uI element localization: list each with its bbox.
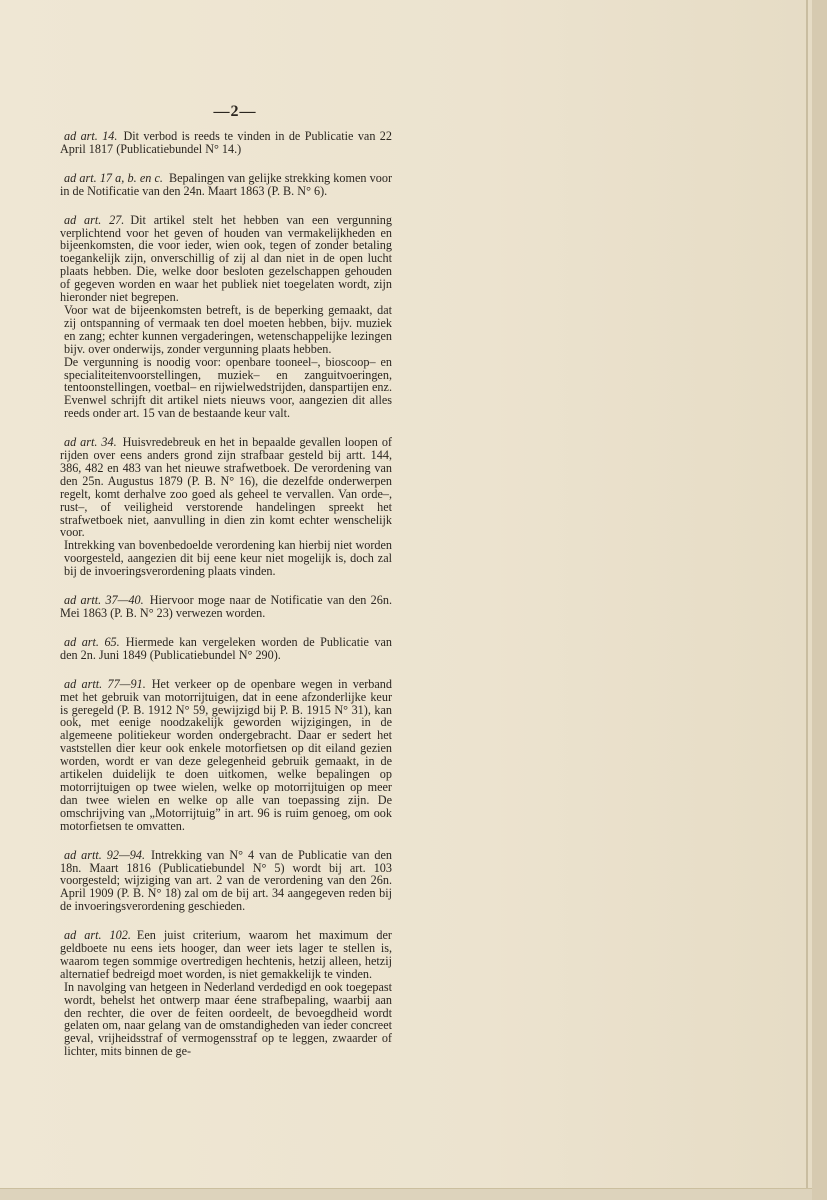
paragraph-text: In navolging van hetgeen in Nederland verdedigd en ook toegepast wordt, behelst het ontwerp maar éene strafbepaling, waarbij aan den rechter, die over de feiten oordeelt, de bevoegdheid wordt gelaten om, naar gelang van de omstandigheden van ieder concreet geval, vrijheidsstraf of vermogensstraf op te leggen, zwaarder of lichter, mits binnen de ge- xyxy=(64,979,392,1059)
paragraph-text: Dit verbod is reeds te vinden in de Publicatie van 22 April 1817 (Publicatiebundel N° 14.) xyxy=(60,129,392,156)
paragraph xyxy=(60,539,392,578)
paragraph xyxy=(60,304,392,356)
section xyxy=(60,678,392,833)
paragraph-text: Hiervoor moge naar de Notificatie van den 26n. Mei 1863 (P. B. N° 23) verwezen worden. xyxy=(60,593,392,620)
section xyxy=(60,594,392,620)
paragraph xyxy=(60,849,392,914)
page-edge xyxy=(812,0,827,1200)
section xyxy=(60,436,392,578)
paragraph xyxy=(60,636,392,662)
article-reference: ad art. 34. xyxy=(64,435,117,450)
article-reference: ad art. 14. xyxy=(64,129,118,143)
article-reference: ad art. 65. xyxy=(64,634,120,649)
paragraph-text: Dit artikel stelt het hebben van een vergunning verplichtend voor het geven of houden van vermakelijkheden en bijeenkomsten, die voor ieder, wien ook, tegen of zonder betaling toegankelijk zijn, onverschillig of zij al dan niet in de open lucht plaats hebben. Die, welke door besloten gezelschappen gehouden of gegeven worden en waar het publiek niet toegelaten wordt, zijn hieronder niet begrepen. xyxy=(60,212,392,305)
article-reference: ad artt. 37—40. xyxy=(64,593,144,608)
section xyxy=(60,214,392,421)
paragraph-text: Voor wat de bijeenkomsten betreft, is de beperking gemaakt, dat zij ontspanning of vermaak ten doel moeten hebben, bijv. muziek en zang; echter kunnen vergaderingen, wetenschappelijke lezingen bijv. over onderwijs, zonder vergunning plaats hebben. xyxy=(64,302,392,356)
section xyxy=(60,636,392,662)
paragraph xyxy=(60,981,392,1058)
paragraph xyxy=(60,929,392,981)
paragraph-text: De vergunning is noodig voor: openbare tooneel–, bioscoop– en specialiteitenvoorstellingen, muziek– en zanguitvoeringen, tentoonstellingen, voetbal– en rijwielwedstrijden, danspartijen enz. Evenwel schrijft dit artikel niets nieuws voor, aangezien dit alles reeds onder art. 15 van de bestaande keur valt. xyxy=(64,354,392,421)
page-fold xyxy=(806,0,808,1188)
document-body xyxy=(60,130,392,1074)
paragraph-text: Een juist criterium, waarom het maximum der geldboete nu eens iets hooger, dan weer iets lager te stellen is, waarom tegen sommige overtredigen hechtenis, hetzij alleen, hetzij alternatief bedreigd moet worden, is niet gemakkelijk te vinden. xyxy=(60,928,392,981)
article-reference: ad art. 27. xyxy=(64,212,125,227)
paragraph-text: Intrekking van bovenbedoelde verordening kan hierbij niet worden voorgesteld, aangezien dit bij eene keur niet mogelijk is, doch zal bij de invoeringsverordening plaats vinden. xyxy=(64,538,392,579)
section xyxy=(60,130,392,156)
paragraph-text: Het verkeer op de openbare wegen in verband met het gebruik van motorrijtuigen, dat in eene afzonderlijke keur is geregeld (P. B. 1912 N° 59, gewijzigd bij P. B. 1915 N° 31), kan ook, met eenige noodzakelijk geworden wijzigingen, in de algemeene politiekeur worden ondergebracht. Daar er sedert het vaststellen dier keur ook enkele motorfietsen op dit eiland gezien worden, wordt er van deze gelegenheid gebruik gemaakt, in de artikelen duidelijk te doen uitkomen, welke bepalingen op motorrijtuigen op twee wielen, welke op motorrijtuigen op meer dan twee wielen en welke op alle van toepassing zijn. De omschrijving van „Motorrijtuig” in art. 96 is ruim genoeg, om ook motorfietsen te omvatten. xyxy=(60,676,392,833)
paragraph-text: Hiermede kan vergeleken worden de Publicatie van den 2n. Juni 1849 (Publicatiebundel N° 290). xyxy=(60,634,392,662)
paragraph-text: Huisvredebreuk en het in bepaalde gevallen loopen of rijden over eens anders grond zijn strafbaar gesteld bij artt. 144, 386, 482 en 483 van het nieuwe strafwetboek. De verordening van den 25n. Augustus 1879 (P. B. N° 16), die dezelfde onderwerpen regelt, komt derhalve zoo goed als geheel te vervallen. Van orde–, rust–, of veiligheid verstorende handelingen spreekt het strafwetboek niet, aanvulling in dien zin komt echter wenschelijk voor. xyxy=(60,435,392,540)
article-reference: ad artt. 77—91. xyxy=(64,676,146,691)
section xyxy=(60,929,392,1058)
article-reference: ad art. 102. xyxy=(64,928,131,943)
section xyxy=(60,172,392,198)
paragraph xyxy=(60,594,392,620)
paragraph xyxy=(60,356,392,421)
paragraph xyxy=(60,678,392,833)
article-reference: ad art. 17 a, b. en c. xyxy=(64,170,163,185)
article-reference: ad artt. 92—94. xyxy=(64,847,146,862)
paragraph-text: Bepalingen van gelijke strekking komen voor in de Notificatie van den 24n. Maart 1863 (P. B. N° 6). xyxy=(60,170,392,198)
paragraph xyxy=(60,130,392,156)
page-number: —2— xyxy=(213,103,257,120)
paragraph xyxy=(60,436,392,539)
paragraph-text: Intrekking van N° 4 van de Publicatie van den 18n. Maart 1816 (Publicatiebundel N° 5) wordt bij art. 103 voorgesteld; wijziging van art. 2 van de verordening van den 26n. April 1909 (P. B. N° 18) zal om de bij art. 34 aangegeven reden bij de invoeringsverordening geschieden. xyxy=(60,847,392,914)
paragraph xyxy=(60,214,392,304)
paragraph xyxy=(60,172,392,198)
section xyxy=(60,849,392,914)
